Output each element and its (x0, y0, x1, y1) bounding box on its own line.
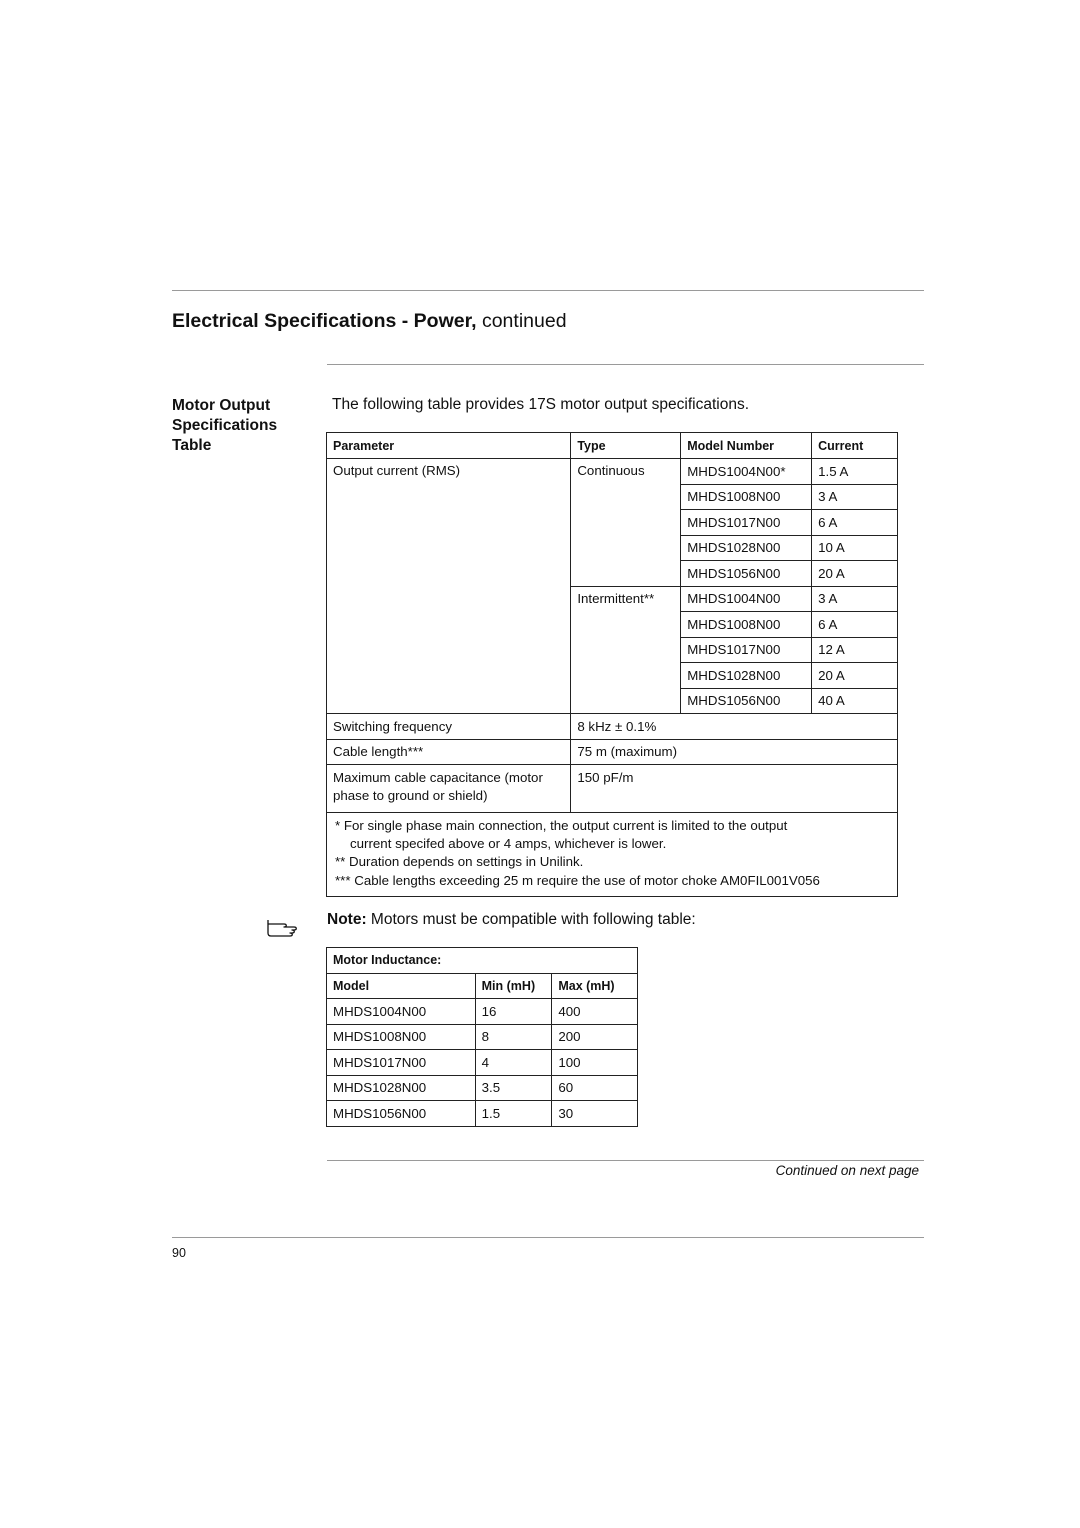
max-cell: 100 (552, 1050, 638, 1076)
cable-capacitance-label (327, 765, 571, 813)
page-number: 90 (172, 1246, 186, 1260)
column-header-model-number: Model Number (681, 433, 812, 459)
min-cell: 1.5 (475, 1101, 552, 1127)
table-row (327, 1101, 638, 1127)
table-row (327, 714, 898, 740)
continued-on-next-page: Continued on next page (775, 1163, 919, 1178)
model-number-cell: MHDS1028N00 (681, 663, 812, 689)
cable-length-label: Cable length*** (327, 739, 571, 765)
max-cell: 200 (552, 1024, 638, 1050)
motor-output-spec-table (326, 432, 898, 897)
switching-frequency-value: 8 kHz ± 0.1% (571, 714, 898, 740)
footnote-1-continued: current specifed above or 4 amps, whichever is lower. (350, 836, 667, 852)
note-label: Note: (327, 911, 367, 928)
column-header-current: Current (812, 433, 898, 459)
table-row (327, 765, 898, 813)
footnote-3: *** Cable lengths exceeding 25 m require the use of motor choke AM0FIL001V056 (335, 872, 820, 888)
section-rule (327, 364, 924, 365)
current-cell: 3 A (812, 586, 898, 612)
model-cell: MHDS1056N00 (327, 1101, 476, 1127)
cable-length-value: 75 m (maximum) (571, 739, 898, 765)
parameter-output-current: Output current (RMS) (327, 459, 571, 714)
section-heading-line-2: Specifications (172, 417, 278, 434)
note-text: Motors must be compatible with following table: (366, 911, 696, 928)
table-row (327, 1050, 638, 1076)
model-cell: MHDS1004N00 (327, 999, 476, 1025)
current-cell: 40 A (812, 688, 898, 714)
model-number-cell: MHDS1056N00 (681, 688, 812, 714)
type-intermittent: Intermittent** (571, 586, 681, 714)
type-continuous: Continuous (571, 459, 681, 587)
table-row (327, 1075, 638, 1101)
current-cell: 10 A (812, 535, 898, 561)
cable-capacitance-label-line-2: phase to ground or shield) (333, 788, 488, 803)
table-header-row (327, 433, 898, 459)
current-cell: 1.5 A (812, 459, 898, 485)
inductance-table-title: Motor Inductance: (327, 948, 638, 974)
section-heading-line-3: Table (172, 437, 212, 454)
min-cell: 4 (475, 1050, 552, 1076)
compatibility-note (327, 911, 696, 929)
table-header-row (327, 973, 638, 999)
model-cell: MHDS1028N00 (327, 1075, 476, 1101)
model-number-cell: MHDS1008N00 (681, 612, 812, 638)
page-title-bold: Electrical Specifications - Power, (172, 310, 477, 332)
section-heading-line-1: Motor Output (172, 397, 271, 414)
model-number-cell: MHDS1017N00 (681, 510, 812, 536)
model-number-cell: MHDS1028N00 (681, 535, 812, 561)
section-intro: The following table provides 17S motor output specifications. (332, 396, 750, 413)
model-number-cell: MHDS1017N00 (681, 637, 812, 663)
column-header-type: Type (571, 433, 681, 459)
page-title (172, 310, 567, 333)
model-number-cell: MHDS1004N00 (681, 586, 812, 612)
model-number-cell: MHDS1008N00 (681, 484, 812, 510)
model-cell: MHDS1008N00 (327, 1024, 476, 1050)
top-rule (172, 290, 924, 291)
max-cell: 60 (552, 1075, 638, 1101)
current-cell: 20 A (812, 663, 898, 689)
page-title-continued: continued (476, 310, 567, 332)
model-cell: MHDS1017N00 (327, 1050, 476, 1076)
section-heading (172, 396, 312, 456)
table-row (327, 459, 898, 485)
table-row (327, 999, 638, 1025)
current-cell: 6 A (812, 612, 898, 638)
max-cell: 30 (552, 1101, 638, 1127)
min-cell: 3.5 (475, 1075, 552, 1101)
column-header-min: Min (mH) (475, 973, 552, 999)
max-cell: 400 (552, 999, 638, 1025)
continued-rule (327, 1160, 924, 1161)
current-cell: 20 A (812, 561, 898, 587)
cable-capacitance-label-line-1: Maximum cable capacitance (motor (333, 770, 543, 785)
footer-rule (172, 1237, 924, 1238)
table-row (327, 739, 898, 765)
column-header-max: Max (mH) (552, 973, 638, 999)
cable-capacitance-value: 150 pF/m (571, 765, 898, 813)
switching-frequency-label: Switching frequency (327, 714, 571, 740)
table-title-row (327, 948, 638, 974)
min-cell: 16 (475, 999, 552, 1025)
pointing-hand-icon (266, 918, 302, 938)
current-cell: 12 A (812, 637, 898, 663)
footnote-2: ** Duration depends on settings in Unilink. (335, 854, 584, 870)
model-number-cell: MHDS1056N00 (681, 561, 812, 587)
footnote-1: * For single phase main connection, the output current is limited to the output (335, 818, 788, 833)
min-cell: 8 (475, 1024, 552, 1050)
table-row (327, 1024, 638, 1050)
footnotes-cell (327, 813, 898, 897)
motor-inductance-table (326, 947, 638, 1127)
current-cell: 3 A (812, 484, 898, 510)
footnotes-row (327, 813, 898, 897)
model-number-cell: MHDS1004N00* (681, 459, 812, 485)
column-header-model: Model (327, 973, 476, 999)
current-cell: 6 A (812, 510, 898, 536)
column-header-parameter: Parameter (327, 433, 571, 459)
